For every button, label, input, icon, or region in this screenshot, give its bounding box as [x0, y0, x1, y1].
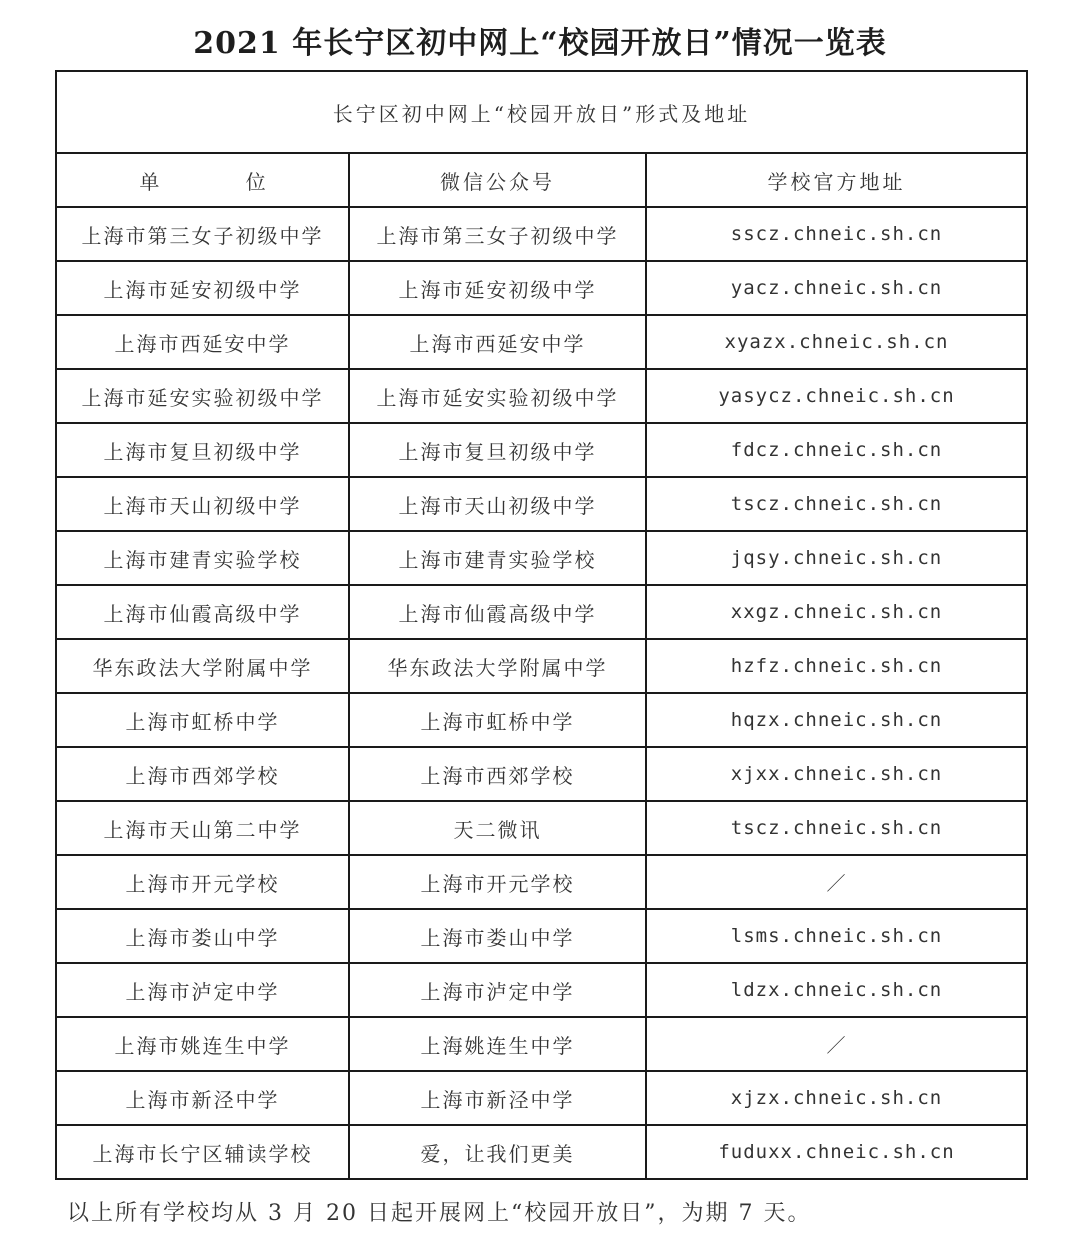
table-row — [56, 315, 1027, 369]
cell-official-url: xyazx.chneic.sh.cn — [646, 315, 1027, 369]
cell-wechat: 上海市建青实验学校 — [349, 531, 646, 585]
cell-unit: 上海市延安实验初级中学 — [56, 369, 349, 423]
cell-official-url: xxgz.chneic.sh.cn — [646, 585, 1027, 639]
cell-official-url: yasycz.chneic.sh.cn — [646, 369, 1027, 423]
cell-official-url: fdcz.chneic.sh.cn — [646, 423, 1027, 477]
cell-wechat: 爱，让我们更美 — [349, 1125, 646, 1179]
cell-official-url: ldzx.chneic.sh.cn — [646, 963, 1027, 1017]
table-row — [56, 909, 1027, 963]
cell-official-url: fuduxx.chneic.sh.cn — [646, 1125, 1027, 1179]
cell-wechat: 上海市天山初级中学 — [349, 477, 646, 531]
cell-unit: 上海市建青实验学校 — [56, 531, 349, 585]
cell-unit: 上海市虹桥中学 — [56, 693, 349, 747]
table-row — [56, 369, 1027, 423]
table-row — [56, 801, 1027, 855]
footnote: 以上所有学校均从 3 月 20 日起开展网上“校园开放日”，为期 7 天。 — [67, 1201, 812, 1226]
cell-wechat: 上海市西郊学校 — [349, 747, 646, 801]
cell-unit: 上海市西郊学校 — [56, 747, 349, 801]
cell-wechat: 华东政法大学附属中学 — [349, 639, 646, 693]
cell-unit: 上海市西延安中学 — [56, 315, 349, 369]
cell-wechat: 上海市延安初级中学 — [349, 261, 646, 315]
cell-official-url: ／ — [646, 1017, 1027, 1071]
table-row — [56, 423, 1027, 477]
cell-wechat: 上海市娄山中学 — [349, 909, 646, 963]
cell-official-url: hzfz.chneic.sh.cn — [646, 639, 1027, 693]
table-row — [56, 585, 1027, 639]
table-row — [56, 963, 1027, 1017]
table-row — [56, 477, 1027, 531]
cell-official-url: tscz.chneic.sh.cn — [646, 801, 1027, 855]
cell-unit: 上海市天山初级中学 — [56, 477, 349, 531]
cell-unit: 上海市天山第二中学 — [56, 801, 349, 855]
cell-unit: 上海市长宁区辅读学校 — [56, 1125, 349, 1179]
table-row — [56, 207, 1027, 261]
table-row — [56, 747, 1027, 801]
table-row — [56, 1071, 1027, 1125]
table-row — [56, 1125, 1027, 1179]
cell-official-url: sscz.chneic.sh.cn — [646, 207, 1027, 261]
header-wechat: 微信公众号 — [349, 153, 646, 207]
header-unit-label: 单 位 — [139, 169, 306, 194]
header-unit — [56, 153, 349, 207]
table-row — [56, 693, 1027, 747]
cell-wechat: 上海市第三女子初级中学 — [349, 207, 646, 261]
cell-wechat: 上海市新泾中学 — [349, 1071, 646, 1125]
table-row — [56, 261, 1027, 315]
cell-unit: 上海市第三女子初级中学 — [56, 207, 349, 261]
cell-wechat: 上海市复旦初级中学 — [349, 423, 646, 477]
cell-unit: 上海市仙霞高级中学 — [56, 585, 349, 639]
cell-wechat: 上海市泸定中学 — [349, 963, 646, 1017]
cell-official-url: tscz.chneic.sh.cn — [646, 477, 1027, 531]
cell-unit: 华东政法大学附属中学 — [56, 639, 349, 693]
table-row — [56, 855, 1027, 909]
cell-wechat: 上海市延安实验初级中学 — [349, 369, 646, 423]
cell-unit: 上海市姚连生中学 — [56, 1017, 349, 1071]
cell-wechat: 上海市仙霞高级中学 — [349, 585, 646, 639]
cell-official-url: yacz.chneic.sh.cn — [646, 261, 1027, 315]
cell-official-url: xjxx.chneic.sh.cn — [646, 747, 1027, 801]
table-row — [56, 1017, 1027, 1071]
cell-wechat: 上海市开元学校 — [349, 855, 646, 909]
table-caption-row — [56, 71, 1027, 153]
school-open-day-table — [55, 70, 1028, 1180]
cell-unit: 上海市开元学校 — [56, 855, 349, 909]
cell-unit: 上海市泸定中学 — [56, 963, 349, 1017]
document-title: 2021 年长宁区初中网上“校园开放日”情况一览表 — [193, 26, 887, 61]
table-row — [56, 639, 1027, 693]
cell-wechat: 上海市西延安中学 — [349, 315, 646, 369]
cell-official-url: hqzx.chneic.sh.cn — [646, 693, 1027, 747]
cell-wechat: 上海市虹桥中学 — [349, 693, 646, 747]
table-header-row — [56, 153, 1027, 207]
cell-unit: 上海市娄山中学 — [56, 909, 349, 963]
table-row — [56, 531, 1027, 585]
cell-official-url: ／ — [646, 855, 1027, 909]
cell-official-url: jqsy.chneic.sh.cn — [646, 531, 1027, 585]
cell-unit: 上海市复旦初级中学 — [56, 423, 349, 477]
header-official-url: 学校官方地址 — [646, 153, 1027, 207]
cell-wechat: 天二微讯 — [349, 801, 646, 855]
cell-unit: 上海市新泾中学 — [56, 1071, 349, 1125]
table-caption: 长宁区初中网上“校园开放日”形式及地址 — [56, 71, 1027, 153]
cell-official-url: xjzx.chneic.sh.cn — [646, 1071, 1027, 1125]
cell-wechat: 上海姚连生中学 — [349, 1017, 646, 1071]
cell-unit: 上海市延安初级中学 — [56, 261, 349, 315]
cell-official-url: lsms.chneic.sh.cn — [646, 909, 1027, 963]
